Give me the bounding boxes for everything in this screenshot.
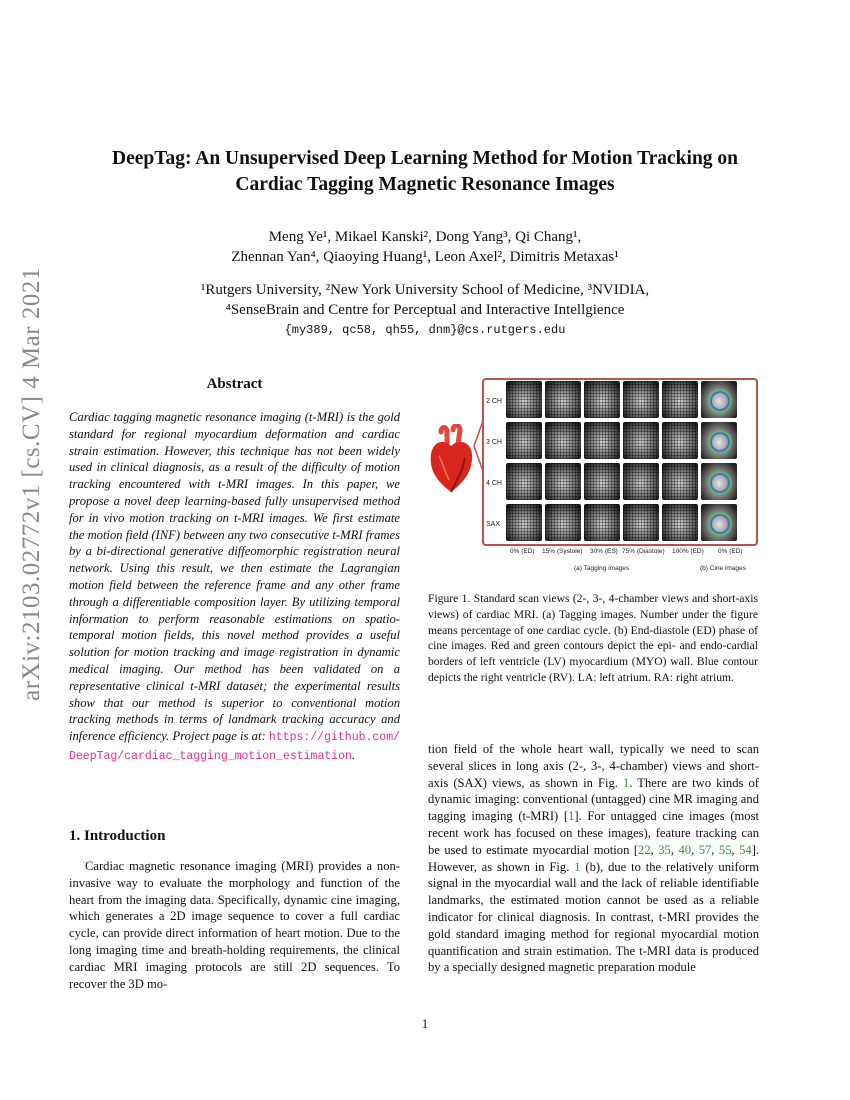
- cine-image: [701, 381, 737, 418]
- figure-ref-link[interactable]: 1: [623, 775, 630, 790]
- tagging-image: [584, 463, 620, 500]
- figure-1: [424, 376, 764, 581]
- text-run: ,: [691, 842, 699, 857]
- tagging-image: [662, 504, 698, 541]
- cine-image: [701, 504, 737, 541]
- row-label-2ch: 2 CH: [486, 398, 502, 405]
- abstract-text: Cardiac tagging magnetic resonance imaging (t-MRI) is the gold standard for regional myocardium deformation and cardiac strain estimation. However, this technique has not been widely used in clinical diagnosis, as a result of the difficulty of motion tracking encountered with t-MRI images. In this paper, we propose a novel deep learning-based fully unsupervised method for in vivo motion tracking on t-MRI images. We first estimate the motion field (INF) between any two consecutive t-MRI frames by a bi-directional generative diffeomorphic registration neural network. Using this result, we then estimate the Lagrangian motion field between the reference frame and any other frame through a differentiable composition layer. By utilizing temporal information to perform reasonable estimations on spatio-temporal motion fields, this novel method provides a useful solution for motion tracking and image registration in dynamic medical imaging. Our method has been validated on a representative clinical t-MRI dataset; the experimental results show that our method is superior to conventional motion tracking methods in terms of landmark tracking accuracy and inference efficiency. Project page is at:: [69, 410, 400, 744]
- affiliations: [60, 280, 790, 320]
- tagging-image: [584, 381, 620, 418]
- abstract-body: [69, 409, 400, 766]
- row-label-sax: SAX: [486, 521, 501, 528]
- figure-1-caption: Figure 1. Standard scan views (2-, 3-, 4-chamber views and short-axis views) of cardiac MRI. (a) Tagging images. Number under the figure means percentage of one cardiac cycle. (b) End-diastole (ED) phase of cine images. Red and green contours depict the epi- and endo-cardial borders of left ventricle (LV) myocardium (MYO) wall. Blue contour depicts the right ventricle (RV). LA: left atrium. RA: right atrium.: [428, 592, 758, 684]
- phase-label: 15% (Systole): [542, 548, 583, 555]
- image-row-2ch: [506, 381, 737, 418]
- affiliation-line-1: ¹Rutgers University, ²New York University School of Medicine, ³NVIDIA,: [200, 282, 650, 298]
- right-column-paragraph: [428, 741, 759, 976]
- author-emails: {my389, qc58, qh55, dnm}@cs.rutgers.edu: [284, 323, 566, 337]
- tagging-image: [623, 463, 659, 500]
- text-run: ,: [711, 842, 719, 857]
- title-line-2: Cardiac Tagging Magnetic Resonance Images: [235, 174, 615, 195]
- arxiv-id-text: arXiv:2103.02772v1 [cs.CV] 4 Mar 2021: [18, 267, 46, 701]
- tagging-image: [545, 381, 581, 418]
- cine-image: [701, 422, 737, 459]
- project-page-link[interactable]: https://github.com/DeepTag/cardiac_tagging_motion_estimation: [69, 731, 400, 763]
- text-run: ,: [731, 842, 740, 857]
- introduction-paragraph: Cardiac magnetic resonance imaging (MRI) provides a non-invasive way to evaluate the morphology and function of the heart from the imaging data. Specifically, dynamic cine imaging, which generates a 2D image sequence to cover a full cardiac cycle, can provide direct information of heart motion. Due to the long imaging time and breath-holding requirements, the clinical cardiac MRI imaging protocols are still 2D sequences. To recover the 3D mo-: [69, 859, 400, 991]
- subfigure-a-label: (a) Tagging images: [574, 565, 630, 572]
- authors-line-2: Zhennan Yan⁴, Qiaoying Huang¹, Leon Axel², Dimitris Metaxas¹: [231, 249, 619, 265]
- citation-link[interactable]: 1: [568, 809, 575, 824]
- author-list: [60, 227, 790, 267]
- phase-label: 75% (Diastole): [622, 548, 665, 555]
- arxiv-stamp: [10, 267, 54, 701]
- citation-link[interactable]: 54: [739, 842, 752, 857]
- paper-title: [60, 146, 790, 198]
- tagging-image: [506, 504, 542, 541]
- abstract-end: .: [351, 747, 356, 762]
- tagging-image: [545, 504, 581, 541]
- cine-image: [701, 463, 737, 500]
- citation-link[interactable]: 55: [718, 842, 732, 857]
- introduction-heading: 1. Introduction: [69, 828, 166, 844]
- citation-link[interactable]: 40: [678, 842, 692, 857]
- title-line-1: DeepTag: An Unsupervised Deep Learning Method for Motion Tracking on: [111, 148, 739, 169]
- text-run: . There are two kinds of dynamic imaging: conventional (untagged) cine MR imaging and tagging imaging (t-MRI) [: [428, 775, 759, 824]
- image-row-3ch: [506, 422, 737, 459]
- phase-label: 0% (ED): [510, 548, 535, 555]
- figure-ref-link[interactable]: 1: [574, 859, 581, 874]
- heart-icon: [427, 424, 475, 494]
- row-label-4ch: 4 CH: [486, 480, 502, 487]
- phase-label: 30% (ES): [590, 548, 618, 555]
- tagging-image: [662, 422, 698, 459]
- text-run: tion field of the whole heart wall, typically we need to scan several slices in long axis (2-, 3-, 4-chamber) views and short-axis (SAX) views, as shown in Fig.: [428, 742, 759, 790]
- tagging-image: [545, 422, 581, 459]
- tagging-image: [506, 463, 542, 500]
- citation-link[interactable]: 57: [698, 842, 712, 857]
- authors-line-1: Meng Ye¹, Mikael Kanski², Dong Yang³, Qi Chang¹,: [268, 229, 582, 245]
- tagging-image: [506, 422, 542, 459]
- phase-label: 0% (ED): [718, 548, 743, 555]
- tagging-image: [662, 381, 698, 418]
- tagging-image: [623, 381, 659, 418]
- tagging-image: [584, 422, 620, 459]
- tagging-image: [623, 504, 659, 541]
- text-run: ]. However, as shown in Fig.: [428, 842, 760, 874]
- tagging-image: [584, 504, 620, 541]
- phase-label: 100% (ED): [672, 548, 704, 555]
- text-run: (b), due to the relatively uniform signal in the myocardial wall and the lack of reliable identifiable landmarks, the estimated motion cannot be used as a reliable indicator for clinical diagnosis. In contrast, t-MRI provides the gold standard imaging method for regional myocardial motion quantification and strain estimation. The t-MRI data is produced by a specially designed magnetic preparation module: [428, 859, 759, 975]
- text-run: ,: [670, 842, 679, 857]
- tagging-image: [662, 463, 698, 500]
- abstract-heading: Abstract: [206, 376, 263, 392]
- image-row-4ch: [506, 463, 737, 500]
- page-number: 1: [421, 1017, 429, 1031]
- tagging-image: [506, 381, 542, 418]
- affiliation-line-2: ⁴SenseBrain and Centre for Perceptual and Interactive Intellgience: [225, 302, 625, 318]
- citation-link[interactable]: 22: [638, 842, 651, 857]
- text-run: ]. For untagged cine images (most recent work has focused on these images), feature tracking can be used to estimate myocardial motion [: [428, 809, 760, 857]
- row-label-3ch: 3 CH: [486, 439, 502, 446]
- image-row-sax: [506, 504, 737, 541]
- tagging-image: [545, 463, 581, 500]
- tagging-image: [623, 422, 659, 459]
- subfigure-b-label: (b) Cine images: [700, 565, 746, 572]
- citation-link[interactable]: 35: [658, 842, 671, 857]
- text-run: ,: [650, 842, 659, 857]
